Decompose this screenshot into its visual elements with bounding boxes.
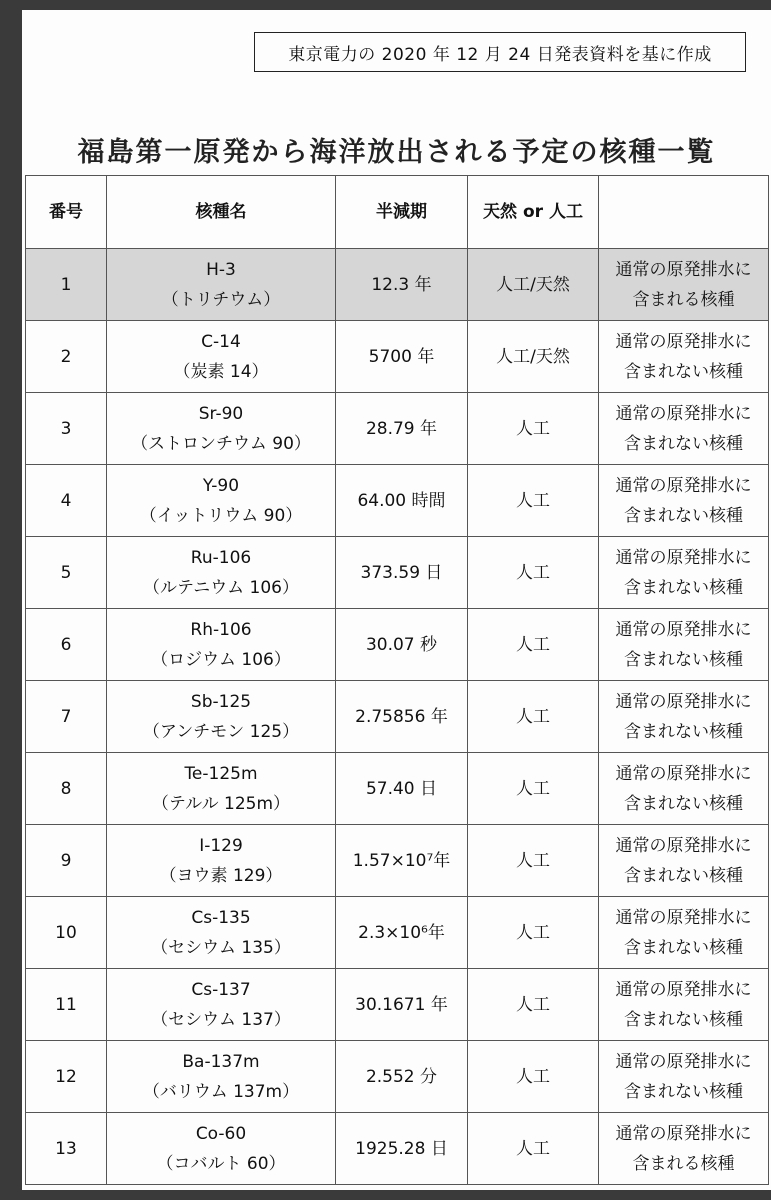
discharge-note xyxy=(599,969,769,1041)
origin xyxy=(468,969,599,1041)
row-number-line: 13 xyxy=(55,1138,77,1159)
origin-line: 人工/天然 xyxy=(496,274,570,295)
origin xyxy=(468,537,599,609)
nuclide-name-line: Sb-125 xyxy=(190,691,252,712)
discharge-note-line: 含まれる核種 xyxy=(632,1153,735,1174)
half-life xyxy=(336,1041,468,1113)
discharge-note-line: 通常の原発排水に xyxy=(615,691,752,712)
origin-line: 人工 xyxy=(516,418,550,439)
row-number xyxy=(26,1113,107,1185)
row-number xyxy=(26,753,107,825)
nuclide-name xyxy=(107,1041,336,1113)
discharge-note-line: 通常の原発排水に xyxy=(615,259,752,280)
row-number xyxy=(26,537,107,609)
half-life xyxy=(336,753,468,825)
table-row xyxy=(26,1041,769,1113)
origin xyxy=(468,1041,599,1113)
half-life xyxy=(336,321,468,393)
nuclide-name-line: （ロジウム 106） xyxy=(151,649,291,670)
nuclide-name-line: Sr-90 xyxy=(198,403,244,424)
discharge-note-line: 通常の原発排水に xyxy=(615,331,752,352)
nuclide-name-line: Rh-106 xyxy=(190,619,252,640)
origin xyxy=(468,681,599,753)
half-life-line: 12.3 年 xyxy=(371,274,432,295)
nuclide-name-line: Te-125m xyxy=(184,763,258,784)
half-life-line: 57.40 日 xyxy=(365,778,438,799)
nuclide-name-line: （セシウム 137） xyxy=(151,1009,291,1030)
row-number xyxy=(26,825,107,897)
half-life xyxy=(336,609,468,681)
origin xyxy=(468,897,599,969)
table-row xyxy=(26,465,769,537)
nuclide-name-line: Ba-137m xyxy=(182,1051,260,1072)
nuclide-name-line: （炭素 14） xyxy=(173,361,269,382)
discharge-note xyxy=(599,465,769,537)
nuclide-name-line: H-3 xyxy=(206,259,236,280)
discharge-note-line: 含まれる核種 xyxy=(632,289,735,310)
table-body xyxy=(26,249,769,1185)
discharge-note xyxy=(599,897,769,969)
origin xyxy=(468,609,599,681)
half-life-line: 1.57×10⁷年 xyxy=(352,850,451,871)
origin-line: 人工 xyxy=(516,1138,550,1159)
discharge-note xyxy=(599,321,769,393)
header-nuclide-name: 核種名 xyxy=(107,176,336,249)
row-number-line: 4 xyxy=(60,490,72,511)
row-number-line: 3 xyxy=(60,418,72,439)
origin xyxy=(468,465,599,537)
nuclide-name-line: Y-90 xyxy=(202,475,240,496)
discharge-note-line: 通常の原発排水に xyxy=(615,979,752,1000)
table-row xyxy=(26,681,769,753)
discharge-note-line: 通常の原発排水に xyxy=(615,907,752,928)
table-row xyxy=(26,609,769,681)
row-number-line: 1 xyxy=(60,274,72,295)
table-row xyxy=(26,969,769,1041)
discharge-note-line: 含まれない核種 xyxy=(624,937,743,958)
discharge-note-line: 含まれない核種 xyxy=(624,793,743,814)
discharge-note-line: 通常の原発排水に xyxy=(615,763,752,784)
nuclide-name-line: （トリチウム） xyxy=(161,289,281,310)
half-life xyxy=(336,1113,468,1185)
row-number xyxy=(26,393,107,465)
nuclide-name-line: （テルル 125m） xyxy=(151,793,291,814)
nuclide-name xyxy=(107,1113,336,1185)
document-page xyxy=(22,10,771,1190)
half-life xyxy=(336,249,468,321)
discharge-note xyxy=(599,1113,769,1185)
origin-line: 人工 xyxy=(516,490,550,511)
origin-line: 人工 xyxy=(516,1066,550,1087)
nuclide-name-line: Ru-106 xyxy=(190,547,252,568)
half-life xyxy=(336,681,468,753)
half-life xyxy=(336,897,468,969)
row-number-line: 10 xyxy=(55,922,77,943)
nuclide-name xyxy=(107,969,336,1041)
table-row xyxy=(26,537,769,609)
discharge-note xyxy=(599,609,769,681)
nuclide-name-line: （ストロンチウム 90） xyxy=(131,433,311,454)
row-number xyxy=(26,681,107,753)
nuclide-name xyxy=(107,609,336,681)
row-number xyxy=(26,609,107,681)
origin-line: 人工 xyxy=(516,850,550,871)
discharge-note-line: 含まれない核種 xyxy=(624,433,743,454)
row-number-line: 7 xyxy=(60,706,72,727)
nuclide-name-line: （ルテニウム 106） xyxy=(142,577,299,598)
nuclide-name-line: Co-60 xyxy=(195,1123,247,1144)
discharge-note-line: 含まれない核種 xyxy=(624,361,743,382)
table-row xyxy=(26,753,769,825)
source-note: 東京電力の 2020 年 12 月 24 日発表資料を基に作成 xyxy=(254,32,746,72)
row-number-line: 5 xyxy=(60,562,72,583)
nuclide-name xyxy=(107,825,336,897)
table-row xyxy=(26,1113,769,1185)
nuclide-name xyxy=(107,897,336,969)
discharge-note-line: 通常の原発排水に xyxy=(615,547,752,568)
header-note xyxy=(599,176,769,249)
nuclide-name-line: （イットリウム 90） xyxy=(139,505,303,526)
table-row xyxy=(26,897,769,969)
discharge-note-line: 通常の原発排水に xyxy=(615,475,752,496)
discharge-note-line: 通常の原発排水に xyxy=(615,1051,752,1072)
discharge-note-line: 含まれない核種 xyxy=(624,577,743,598)
nuclide-name xyxy=(107,249,336,321)
origin-line: 人工/天然 xyxy=(496,346,570,367)
table-row xyxy=(26,825,769,897)
discharge-note-line: 通常の原発排水に xyxy=(615,835,752,856)
discharge-note-line: 含まれない核種 xyxy=(624,505,743,526)
discharge-note-line: 含まれない核種 xyxy=(624,721,743,742)
nuclide-name-line: Cs-137 xyxy=(191,979,251,1000)
row-number-line: 11 xyxy=(55,994,77,1015)
half-life-line: 30.1671 年 xyxy=(355,994,448,1015)
nuclide-name xyxy=(107,537,336,609)
half-life-line: 30.07 秒 xyxy=(365,634,438,655)
origin xyxy=(468,321,599,393)
row-number-line: 8 xyxy=(60,778,72,799)
nuclide-name-line: （コバルト 60） xyxy=(156,1153,286,1174)
table-row xyxy=(26,249,769,321)
discharge-note xyxy=(599,1041,769,1113)
half-life-line: 5700 年 xyxy=(368,346,435,367)
half-life xyxy=(336,393,468,465)
half-life-line: 1925.28 日 xyxy=(355,1138,448,1159)
page-title: 福島第一原発から海洋放出される予定の核種一覧 xyxy=(77,137,716,168)
row-number-line: 6 xyxy=(60,634,72,655)
origin-line: 人工 xyxy=(516,994,550,1015)
half-life-line: 28.79 年 xyxy=(365,418,438,439)
row-number-line: 2 xyxy=(60,346,72,367)
discharge-note-line: 通常の原発排水に xyxy=(615,1123,752,1144)
discharge-note xyxy=(599,753,769,825)
origin-line: 人工 xyxy=(516,778,550,799)
discharge-note xyxy=(599,249,769,321)
origin xyxy=(468,393,599,465)
discharge-note xyxy=(599,393,769,465)
half-life xyxy=(336,825,468,897)
table-header-row xyxy=(26,176,769,249)
half-life-line: 2.3×10⁶年 xyxy=(358,922,445,943)
nuclide-name xyxy=(107,393,336,465)
half-life-line: 2.75856 年 xyxy=(355,706,448,727)
row-number xyxy=(26,897,107,969)
half-life xyxy=(336,969,468,1041)
nuclide-name xyxy=(107,465,336,537)
origin xyxy=(468,753,599,825)
nuclide-name-line: （セシウム 135） xyxy=(151,937,291,958)
origin-line: 人工 xyxy=(516,634,550,655)
header-origin: 天然 or 人工 xyxy=(468,176,599,249)
origin xyxy=(468,249,599,321)
header-number: 番号 xyxy=(26,176,107,249)
nuclide-table xyxy=(25,175,769,1185)
nuclide-name xyxy=(107,753,336,825)
nuclide-name-line: （アンチモン 125） xyxy=(142,721,300,742)
half-life-line: 64.00 時間 xyxy=(357,490,446,511)
nuclide-name-line: （ヨウ素 129） xyxy=(159,865,283,886)
row-number xyxy=(26,1041,107,1113)
origin-line: 人工 xyxy=(516,706,550,727)
discharge-note-line: 含まれない核種 xyxy=(624,865,743,886)
discharge-note xyxy=(599,825,769,897)
nuclide-name-line: I-129 xyxy=(199,835,243,856)
nuclide-name xyxy=(107,681,336,753)
origin-line: 人工 xyxy=(516,922,550,943)
origin-line: 人工 xyxy=(516,562,550,583)
row-number xyxy=(26,249,107,321)
nuclide-name-line: （バリウム 137m） xyxy=(142,1081,300,1102)
origin xyxy=(468,825,599,897)
row-number xyxy=(26,321,107,393)
row-number-line: 12 xyxy=(55,1066,77,1087)
row-number-line: 9 xyxy=(60,850,72,871)
discharge-note xyxy=(599,537,769,609)
discharge-note-line: 含まれない核種 xyxy=(624,1009,743,1030)
half-life xyxy=(336,465,468,537)
discharge-note-line: 含まれない核種 xyxy=(624,1081,743,1102)
half-life xyxy=(336,537,468,609)
nuclide-name-line: Cs-135 xyxy=(191,907,251,928)
table-row xyxy=(26,321,769,393)
discharge-note-line: 含まれない核種 xyxy=(624,649,743,670)
nuclide-name xyxy=(107,321,336,393)
half-life-line: 2.552 分 xyxy=(365,1066,438,1087)
row-number xyxy=(26,465,107,537)
discharge-note-line: 通常の原発排水に xyxy=(615,403,752,424)
nuclide-name-line: C-14 xyxy=(201,331,241,352)
origin xyxy=(468,1113,599,1185)
table-row xyxy=(26,393,769,465)
header-half-life: 半減期 xyxy=(336,176,468,249)
discharge-note xyxy=(599,681,769,753)
half-life-line: 373.59 日 xyxy=(360,562,443,583)
row-number xyxy=(26,969,107,1041)
discharge-note-line: 通常の原発排水に xyxy=(615,619,752,640)
